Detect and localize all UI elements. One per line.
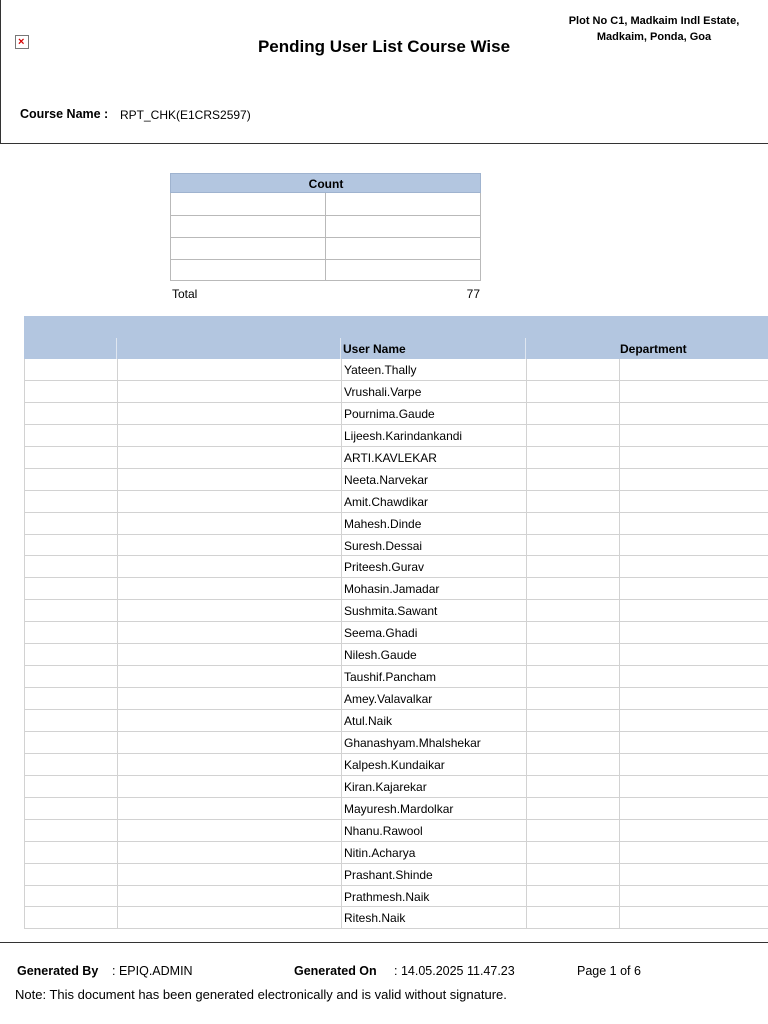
- user-name-cell: Mahesh.Dinde: [344, 516, 422, 531]
- user-name-cell: Nilesh.Gaude: [344, 648, 417, 663]
- table-row: [24, 886, 768, 908]
- user-name-cell: Mohasin.Jamadar: [344, 582, 440, 597]
- user-name-cell: ARTI.KAVLEKAR: [344, 450, 437, 465]
- count-header: Count: [308, 177, 344, 191]
- summary-table-body: [170, 193, 481, 281]
- user-name-cell: Priteesh.Gurav: [344, 560, 425, 575]
- table-row: [24, 776, 768, 798]
- table-row: [24, 688, 768, 710]
- table-row: [24, 820, 768, 842]
- table-row: [24, 644, 768, 666]
- table-row: [24, 447, 768, 469]
- user-name-cell: Amey.Valavalkar: [344, 692, 433, 707]
- header-left-border: [0, 0, 1, 143]
- table-row: [24, 513, 768, 535]
- company-address: [554, 14, 754, 45]
- table-row: [24, 403, 768, 425]
- user-name-header: User Name: [343, 342, 406, 356]
- footer-note: Note: This document has been generated electronically and is valid without signature.: [15, 987, 507, 1002]
- table-row: [24, 556, 768, 578]
- header-divider: [0, 143, 768, 144]
- user-table-header: [24, 338, 768, 359]
- generated-on-value: : 14.05.2025 11.47.23: [394, 964, 515, 978]
- user-table-band: [24, 316, 768, 338]
- table-row: [24, 842, 768, 864]
- user-name-cell: Kiran.Kajarekar: [344, 779, 427, 794]
- user-name-cell: Lijeesh.Karindankandi: [344, 428, 463, 443]
- user-table-body: [24, 359, 768, 929]
- total-value: 77: [466, 287, 480, 301]
- table-row: [24, 710, 768, 732]
- user-name-cell: Sushmita.Sawant: [344, 604, 438, 619]
- user-name-cell: Prashant.Shinde: [344, 867, 433, 882]
- table-row: [24, 381, 768, 403]
- table-row: [24, 732, 768, 754]
- broken-logo-icon: ×: [15, 35, 29, 49]
- user-name-cell: Seema.Ghadi: [344, 626, 418, 641]
- user-name-cell: Taushif.Pancham: [344, 670, 437, 685]
- table-row: [24, 359, 768, 381]
- user-name-cell: Amit.Chawdikar: [344, 494, 429, 509]
- generated-by-value: : EPIQ.ADMIN: [112, 964, 193, 978]
- user-name-cell: Ghanashyam.Mhalshekar: [344, 735, 481, 750]
- table-row: [24, 535, 768, 557]
- page-title: Pending User List Course Wise: [257, 37, 511, 56]
- summary-row: [171, 259, 480, 281]
- user-name-cell: Pournima.Gaude: [344, 406, 435, 421]
- table-row: [24, 600, 768, 622]
- user-name-cell: Prathmesh.Naik: [344, 889, 430, 904]
- summary-row: [171, 215, 480, 237]
- footer-divider: [0, 942, 768, 943]
- generated-by-label: Generated By: [17, 964, 99, 978]
- generated-on-label: Generated On: [294, 964, 377, 978]
- course-name-value: RPT_CHK(E1CRS2597): [120, 108, 251, 122]
- page-number: Page 1 of 6: [577, 964, 641, 978]
- table-row: [24, 491, 768, 513]
- user-name-cell: Vrushali.Varpe: [344, 384, 422, 399]
- user-name-cell: Mayuresh.Mardolkar: [344, 801, 454, 816]
- summary-row: [171, 237, 480, 259]
- summary-row: [171, 193, 480, 215]
- table-row: [24, 469, 768, 491]
- table-row: [24, 907, 768, 929]
- table-row: [24, 754, 768, 776]
- user-name-cell: Suresh.Dessai: [344, 538, 423, 553]
- table-row: [24, 864, 768, 886]
- address-line-2: Madkaim, Ponda, Goa: [596, 30, 712, 43]
- user-name-cell: Yateen.Thally: [344, 363, 417, 377]
- user-name-cell: Nhanu.Rawool: [344, 823, 423, 838]
- table-row: [24, 666, 768, 688]
- address-line-1: Plot No C1, Madkaim Indl Estate,: [568, 15, 740, 27]
- user-name-cell: Ritesh.Naik: [344, 911, 406, 926]
- department-header: Department: [620, 342, 687, 356]
- user-name-cell: Nitin.Acharya: [344, 845, 416, 860]
- course-name-label: Course Name :: [20, 107, 109, 121]
- table-row: [24, 425, 768, 447]
- table-row: [24, 622, 768, 644]
- user-name-cell: Neeta.Narvekar: [344, 472, 429, 487]
- user-name-cell: Atul.Naik: [344, 714, 393, 728]
- total-label: Total: [172, 287, 198, 301]
- table-row: [24, 578, 768, 600]
- table-row: [24, 798, 768, 820]
- user-name-cell: Kalpesh.Kundaikar: [344, 757, 445, 772]
- summary-table-header: [170, 173, 481, 193]
